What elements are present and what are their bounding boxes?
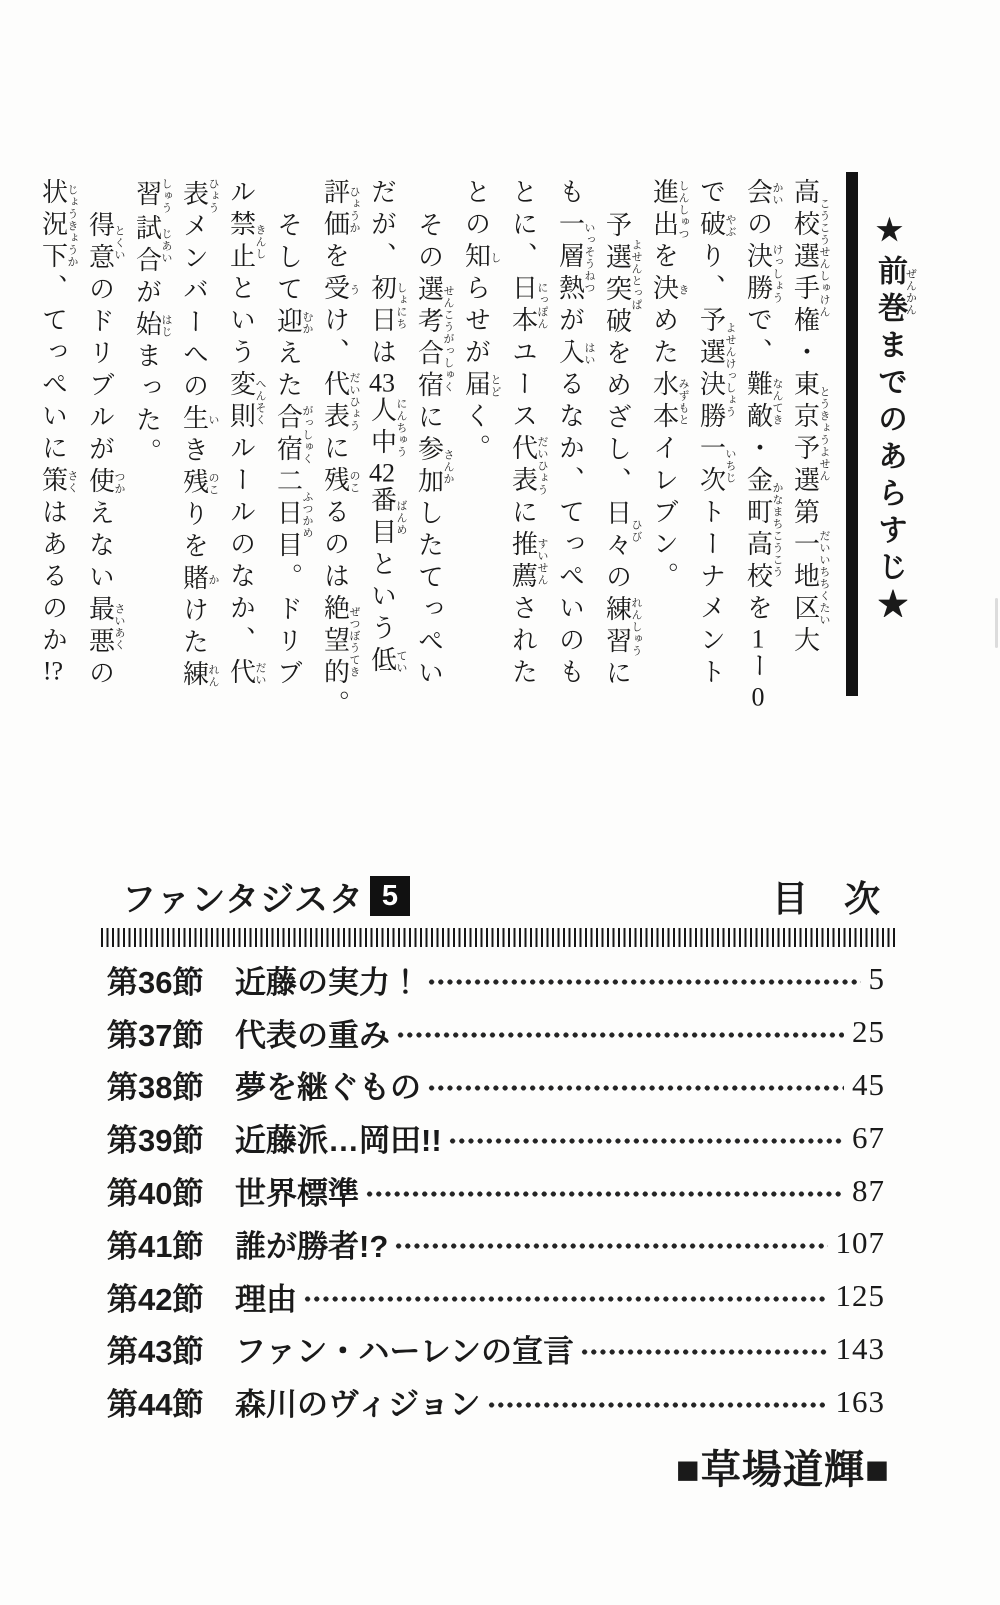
text-run: く。 bbox=[461, 402, 491, 466]
ruby-run: 代表だいひょう bbox=[320, 370, 360, 434]
text-run: を bbox=[743, 594, 773, 626]
ruby-run: 人中にんちゅう bbox=[367, 396, 407, 460]
furigana: だいひょう bbox=[348, 370, 360, 434]
ruby-run: 水本みずもと bbox=[649, 370, 689, 434]
ruby-run: 練習れんしゅう bbox=[602, 595, 642, 659]
text-run: !? bbox=[42, 658, 64, 684]
ruby-run: 一次いちじ bbox=[696, 434, 736, 498]
ruby-run: 東京予選とうきょうよせん bbox=[790, 370, 830, 498]
ruby-run: 代だい bbox=[226, 658, 266, 690]
ruby-run: 一層熱いっそうねつ bbox=[555, 210, 595, 306]
ruby-run: 残のこ bbox=[179, 468, 219, 500]
synopsis-column bbox=[407, 178, 454, 726]
synopsis-column bbox=[360, 178, 407, 726]
ruby-run: 使つか bbox=[85, 467, 125, 499]
synopsis-column bbox=[219, 178, 266, 726]
ruby-run: 変則へんそく bbox=[226, 370, 266, 434]
ruby-run: 決き bbox=[649, 274, 689, 306]
text-run: 42 bbox=[369, 460, 395, 486]
ruby-run: 日々ひび bbox=[602, 499, 642, 563]
synopsis-column bbox=[595, 178, 642, 726]
ruby-run: 生い bbox=[179, 404, 219, 436]
furigana: はじ bbox=[160, 310, 172, 342]
toc-row bbox=[107, 1006, 885, 1059]
author-credit: ■草場道輝■ bbox=[675, 1448, 890, 1492]
text-run: トーナメント bbox=[696, 498, 726, 690]
text-run: イレブン。 bbox=[649, 434, 679, 594]
synopsis-column bbox=[266, 178, 313, 726]
furigana: せんこうがっしゅく bbox=[442, 275, 454, 403]
text-run: えない bbox=[85, 499, 115, 595]
furigana: いっそうねつ bbox=[583, 210, 595, 306]
furigana: けっしょう bbox=[771, 242, 783, 306]
ruby-run: 賭か bbox=[179, 564, 219, 596]
ruby-run: 二日目ふつかめ bbox=[273, 467, 313, 563]
text-run: は bbox=[367, 338, 397, 370]
text-run: ー bbox=[743, 652, 773, 684]
toc-row bbox=[107, 1323, 885, 1376]
text-run: のドリブルが bbox=[85, 275, 115, 467]
text-run: ・ bbox=[743, 434, 773, 466]
furigana: よせんとっぱ bbox=[630, 211, 642, 339]
dot-leader bbox=[427, 979, 861, 985]
ruby-run: 受う bbox=[320, 274, 360, 306]
text-run: その bbox=[414, 211, 444, 275]
furigana: さんか bbox=[442, 435, 454, 499]
text-run: き bbox=[179, 436, 209, 468]
chapter-title: 近藤の実力！ bbox=[235, 964, 421, 1000]
furigana: き bbox=[677, 274, 689, 306]
text-run: らせが bbox=[461, 274, 491, 370]
text-run: はあるのか bbox=[38, 498, 68, 658]
furigana: ひび bbox=[630, 499, 642, 563]
ruby-run: 残のこ bbox=[320, 466, 360, 498]
synopsis-column bbox=[783, 178, 830, 726]
ruby-run: 届とど bbox=[461, 370, 501, 402]
chapter-label: 第38節 bbox=[107, 1070, 204, 1106]
furigana: つか bbox=[113, 467, 125, 499]
text-run: 1 bbox=[751, 626, 765, 652]
ruby-run: 策さく bbox=[38, 466, 78, 498]
text-run: された bbox=[508, 594, 538, 690]
ruby-run: 練れん bbox=[179, 660, 219, 692]
page-number: 163 bbox=[835, 1383, 885, 1419]
page-number: 25 bbox=[852, 1014, 885, 1050]
furigana: はい bbox=[583, 338, 595, 370]
page-number: 125 bbox=[835, 1278, 885, 1314]
furigana: ふつかめ bbox=[301, 467, 313, 563]
furigana: だい bbox=[254, 658, 266, 690]
furigana: よせんけっしょう bbox=[724, 306, 736, 434]
ruby-run: 禁止きんし bbox=[226, 210, 266, 274]
chapter-label: 第40節 bbox=[107, 1176, 204, 1212]
chapter-title: ファン・ハーレンの宣言 bbox=[235, 1334, 574, 1370]
text-run: ・ bbox=[790, 338, 820, 370]
synopsis-column bbox=[172, 178, 219, 726]
dot-leader bbox=[487, 1402, 828, 1408]
dot-leader bbox=[303, 1296, 828, 1302]
text-run: が bbox=[132, 278, 162, 310]
ruby-run: 決勝けっしょう bbox=[743, 242, 783, 306]
text-run: の bbox=[85, 659, 115, 691]
text-run: という bbox=[367, 550, 397, 646]
ruby-run: 始はじ bbox=[132, 310, 172, 342]
synopsis-column bbox=[454, 178, 501, 726]
ruby-run: 試合じあい bbox=[132, 214, 172, 278]
volume-badge: 5 bbox=[370, 876, 410, 916]
ruby-run: 予選突破よせんとっぱ bbox=[602, 211, 642, 339]
ruby-run: 状況下じょうきょうか bbox=[38, 178, 78, 274]
dot-leader bbox=[448, 1138, 844, 1144]
text-run: けた bbox=[179, 596, 209, 660]
ruby-run: 進出しんしゅつ bbox=[649, 178, 689, 242]
furigana: ばんめ bbox=[395, 486, 407, 550]
furigana: とくい bbox=[113, 211, 125, 275]
ruby-run: 番目ばんめ bbox=[367, 486, 407, 550]
toc-list bbox=[107, 953, 885, 1428]
toc-row bbox=[107, 953, 885, 1006]
ruby-run: 第一地区大だいいちちくたい bbox=[790, 498, 830, 658]
text-run: という bbox=[226, 274, 256, 370]
ruby-run: 高校選手権こうこうせんしゅけん bbox=[790, 178, 830, 338]
furigana: がっしゅく bbox=[301, 403, 313, 467]
dot-leader bbox=[394, 1243, 827, 1249]
furigana: こうこうせんしゅけん bbox=[818, 178, 830, 338]
text-run: とに、 bbox=[508, 178, 538, 274]
furigana: いちじ bbox=[724, 434, 736, 498]
furigana: れんしゅう bbox=[630, 595, 642, 659]
text-run: までのあらすじ★ bbox=[873, 329, 906, 625]
furigana: さく bbox=[66, 466, 78, 498]
page-number: 107 bbox=[835, 1225, 885, 1261]
text-run: り、 bbox=[696, 242, 726, 306]
chapter-title: 近藤派…岡田!! bbox=[235, 1123, 442, 1159]
chapter-label: 第44節 bbox=[107, 1387, 204, 1423]
ruby-run: 金町高校かなまちこうこう bbox=[743, 466, 783, 594]
ruby-run: 予選決勝よせんけっしょう bbox=[696, 306, 736, 434]
ruby-run: 推薦すいせん bbox=[508, 530, 548, 594]
chapter-label: 第37節 bbox=[107, 1017, 204, 1053]
furigana: れん bbox=[207, 660, 219, 692]
chapter-label: 第42節 bbox=[107, 1281, 204, 1317]
text-run: ユース bbox=[508, 338, 538, 434]
ruby-run: 合宿がっしゅく bbox=[273, 403, 313, 467]
furigana: さいあく bbox=[113, 595, 125, 659]
toc-row bbox=[107, 1111, 885, 1164]
page-edge-artifact bbox=[995, 598, 998, 648]
synopsis-column bbox=[501, 178, 548, 726]
furigana: しゅう bbox=[160, 178, 172, 214]
furigana: ぜんかん bbox=[904, 255, 917, 329]
text-run: をめざし、 bbox=[602, 339, 632, 499]
text-run: るのは bbox=[320, 498, 350, 594]
toc-row bbox=[107, 1164, 885, 1217]
ruby-run: 参加さんか bbox=[414, 435, 454, 499]
chapter-title: 誰が勝者!? bbox=[235, 1228, 389, 1264]
text-run: の bbox=[602, 563, 632, 595]
text-run: えた bbox=[273, 339, 303, 403]
text-run: が bbox=[555, 306, 585, 338]
synopsis-column bbox=[78, 178, 125, 726]
dot-leader bbox=[365, 1191, 844, 1197]
furigana: やぶ bbox=[724, 210, 736, 242]
page-number: 5 bbox=[868, 961, 885, 997]
page-number: 67 bbox=[852, 1119, 885, 1155]
page-number: 45 bbox=[852, 1066, 885, 1102]
text-run: 、てっぺいに bbox=[38, 274, 68, 466]
furigana: じょうきょうか bbox=[66, 178, 78, 274]
furigana: かい bbox=[771, 178, 783, 210]
furigana: しんしゅつ bbox=[677, 178, 689, 242]
text-run: を bbox=[320, 242, 350, 274]
text-run: に bbox=[508, 498, 538, 530]
ruby-run: 代表だいひょう bbox=[508, 434, 548, 498]
furigana: だいいちちくたい bbox=[818, 498, 830, 658]
ruby-run: 評価ひょうか bbox=[320, 178, 360, 242]
furigana: とうきょうよせん bbox=[818, 370, 830, 498]
furigana: むか bbox=[301, 307, 313, 339]
chapter-title: 森川のヴィジョン bbox=[235, 1387, 481, 1423]
furigana: か bbox=[207, 564, 219, 596]
ruby-run: 表ひょう bbox=[179, 178, 219, 214]
furigana: う bbox=[348, 274, 360, 306]
dot-leader bbox=[396, 1032, 844, 1038]
synopsis-column bbox=[31, 178, 78, 726]
furigana: ひょう bbox=[207, 178, 219, 214]
furigana: ひょうか bbox=[348, 178, 360, 242]
ruby-run: 会かい bbox=[743, 178, 783, 210]
synopsis-column bbox=[548, 178, 595, 726]
ruby-run: 最悪さいあく bbox=[85, 595, 125, 659]
ruby-run: 知し bbox=[461, 242, 501, 274]
ruby-run: 絶望的ぜつぼうてき bbox=[320, 594, 360, 690]
furigana: てい bbox=[395, 646, 407, 678]
text-run: るなか、てっぺいのも bbox=[555, 370, 585, 690]
toc-header bbox=[122, 874, 880, 918]
ruby-run: 難敵なんてき bbox=[743, 370, 783, 434]
toc-row bbox=[107, 1270, 885, 1323]
furigana: みずもと bbox=[677, 370, 689, 434]
furigana: い bbox=[207, 404, 219, 436]
synopsis-column bbox=[689, 178, 736, 726]
chapter-title: 夢を継ぐもの bbox=[235, 1070, 421, 1106]
furigana: だいひょう bbox=[536, 434, 548, 498]
text-run: ルールのなか、 bbox=[226, 434, 256, 658]
synopsis-column bbox=[313, 178, 360, 726]
chapter-title: 世界標準 bbox=[235, 1176, 359, 1212]
text-run: を bbox=[649, 242, 679, 274]
furigana: じあい bbox=[160, 214, 172, 278]
furigana: とど bbox=[489, 370, 501, 402]
dot-leader bbox=[580, 1349, 828, 1355]
dot-leader bbox=[427, 1085, 844, 1091]
ruby-run: 日本にっぽん bbox=[508, 274, 548, 338]
chapter-title: 理由 bbox=[235, 1281, 297, 1317]
text-run: で bbox=[696, 178, 726, 210]
synopsis-title bbox=[860, 213, 918, 653]
text-run: 。ドリブ bbox=[273, 563, 303, 691]
ruby-run: 迎むか bbox=[273, 307, 313, 339]
ruby-run: 入はい bbox=[555, 338, 595, 370]
ruby-run: 選考合宿せんこうがっしゅく bbox=[414, 275, 454, 403]
chapter-label: 第39節 bbox=[107, 1123, 204, 1159]
text-run: そして bbox=[273, 211, 303, 307]
text-run: めた bbox=[649, 306, 679, 370]
synopsis-column bbox=[125, 178, 172, 726]
text-run: りを bbox=[179, 500, 209, 564]
ruby-run: 破やぶ bbox=[696, 210, 736, 242]
text-run: に bbox=[414, 403, 444, 435]
ruby-run: 初日しょにち bbox=[367, 274, 407, 338]
furigana: なんてき bbox=[771, 370, 783, 434]
series-title: ファンタジスタ bbox=[122, 880, 364, 919]
synopsis-column bbox=[736, 178, 783, 726]
text-run: で、 bbox=[743, 306, 773, 370]
furigana: し bbox=[489, 242, 501, 274]
ruby-run: 得意とくい bbox=[85, 211, 125, 275]
furigana: きんし bbox=[254, 210, 266, 274]
furigana: のこ bbox=[207, 468, 219, 500]
synopsis-title-bar bbox=[846, 172, 858, 696]
text-run: 43 bbox=[369, 370, 395, 396]
furigana: のこ bbox=[348, 466, 360, 498]
text-run: との bbox=[461, 178, 491, 242]
text-run: 。 bbox=[320, 690, 350, 722]
toc-row bbox=[107, 1059, 885, 1112]
text-run: に bbox=[320, 434, 350, 466]
toc-row bbox=[107, 1217, 885, 1270]
divider-stripes bbox=[101, 928, 898, 947]
furigana: かなまちこうこう bbox=[771, 466, 783, 594]
furigana: にんちゅう bbox=[395, 396, 407, 460]
text-run: の bbox=[743, 210, 773, 242]
text-run: メンバーへの bbox=[179, 212, 209, 404]
text-run: ル bbox=[226, 178, 256, 210]
chapter-title: 代表の重み bbox=[235, 1017, 390, 1053]
text-run: ★ bbox=[873, 213, 906, 255]
chapter-label: 第43節 bbox=[107, 1334, 204, 1370]
text-run: まった。 bbox=[132, 342, 162, 470]
furigana: へんそく bbox=[254, 370, 266, 434]
synopsis-text bbox=[31, 178, 830, 726]
furigana: すいせん bbox=[536, 530, 548, 594]
page-number: 143 bbox=[835, 1330, 885, 1366]
furigana: しょにち bbox=[395, 274, 407, 338]
synopsis-column bbox=[642, 178, 689, 726]
text-run: に bbox=[602, 659, 632, 691]
furigana: ぜつぼうてき bbox=[348, 594, 360, 690]
text-run: も bbox=[555, 178, 585, 210]
ruby-run: 前巻ぜんかん bbox=[873, 255, 917, 329]
chapter-label: 第36節 bbox=[107, 964, 204, 1000]
page-number: 87 bbox=[852, 1172, 885, 1208]
text-run: だが、 bbox=[367, 178, 397, 274]
furigana: にっぽん bbox=[536, 274, 548, 338]
ruby-run: 習しゅう bbox=[132, 178, 172, 214]
toc-heading: 目 次 bbox=[771, 877, 880, 919]
text-run: け、 bbox=[320, 306, 350, 370]
chapter-label: 第41節 bbox=[107, 1228, 204, 1264]
text-run: したてっぺい bbox=[414, 499, 444, 691]
ruby-run: 低てい bbox=[367, 646, 407, 678]
text-run: 0 bbox=[751, 684, 765, 710]
toc-row bbox=[107, 1375, 885, 1428]
